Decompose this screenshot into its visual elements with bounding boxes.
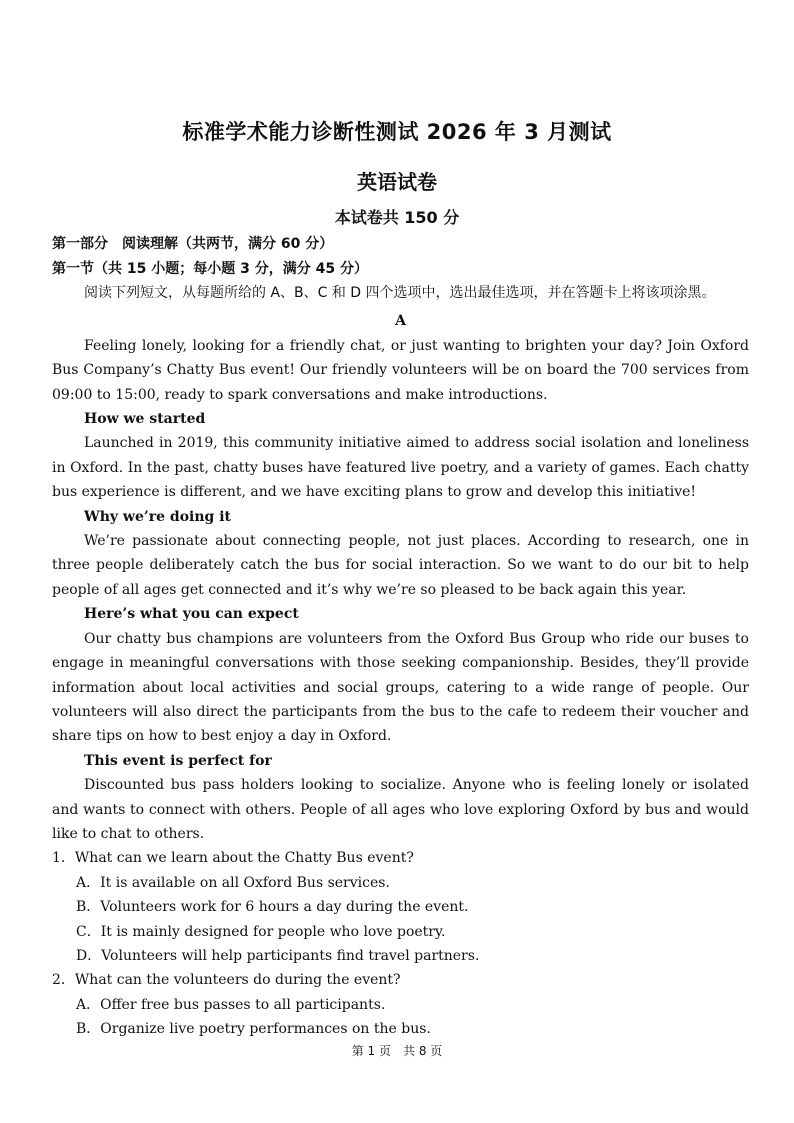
passage-label: A xyxy=(395,313,406,330)
document-body xyxy=(52,281,749,1042)
question-1-option-c: C．It is mainly designed for people who love poetry. xyxy=(76,923,446,940)
part-heading: 第一部分 阅读理解（共两节，满分 60 分） xyxy=(52,236,334,252)
question-1-stem: 1．What can we learn about the Chatty Bus event? xyxy=(52,850,414,867)
paragraph-perfect-for: Discounted bus pass holders looking to socialize. Anyone who is feeling lonely or isolated and wants to connect with others. People of all ages who love exploring Oxford by bus and would like to chat to others. xyxy=(52,777,749,842)
total-score: 本试卷共 150 分 xyxy=(334,208,460,227)
paragraph-expect: Our chatty bus champions are volunteers from the Oxford Bus Group who ride our buses to engage in meaningful conversations with those seeking companionship. Besides, they’ll provide information about local activities and social groups, catering to a wide range of people. Our volunteers will also direct the participants from the bus to the cafe to redeem their voucher and share tips on how to best enjoy a day in Oxford. xyxy=(52,630,749,745)
question-1-option-a: A．It is available on all Oxford Bus services. xyxy=(76,874,390,891)
question-1-option-d: D．Volunteers will help participants find travel partners. xyxy=(76,947,480,964)
question-2-option-a: A．Offer free bus passes to all participants. xyxy=(76,996,386,1013)
subheading-perfect-for: This event is perfect for xyxy=(84,752,272,769)
page-footer: 第 1 页 共 8 页 xyxy=(351,1044,443,1058)
subject-title: 英语试卷 xyxy=(357,170,437,194)
exam-title: 标准学术能力诊断性测试 2026 年 3 月测试 xyxy=(182,120,612,144)
subheading-expect: Here’s what you can expect xyxy=(84,606,299,623)
subheading-how-we-started: How we started xyxy=(84,411,206,428)
instruction-text: 阅读下列短文，从每题所给的 A、B、C 和 D 四个选项中，选出最佳选项，并在答题卡上将该项涂黑。 xyxy=(84,285,716,301)
question-2-stem: 2．What can the volunteers do during the event? xyxy=(52,972,401,989)
section-heading: 第一节（共 15 小题；每小题 3 分，满分 45 分） xyxy=(52,261,368,277)
subheading-why: Why we’re doing it xyxy=(84,508,231,525)
paragraph-why: We’re passionate about connecting people, not just places. According to research, one in three people deliberately catch the bus for social interaction. So we want to do our bit to help people of all ages get connected and it’s why we’re so pleased to be back again this year. xyxy=(52,533,749,598)
passage-intro: Feeling lonely, looking for a friendly chat, or just wanting to brighten your day? Join Oxford Bus Company’s Chatty Bus event! Our friendly volunteers will be on board the 700 services from 09:00 to 15:00, ready to spark conversations and make introductions. xyxy=(52,337,749,403)
question-1-option-b: B．Volunteers work for 6 hours a day during the event. xyxy=(76,899,469,916)
paragraph-how-we-started: Launched in 2019, this community initiative aimed to address social isolation and loneliness in Oxford. In the past, chatty buses have featured live poetry, and a variety of games. Each chatty bus experience is different, and we have exciting plans to grow and develop this initiative! xyxy=(52,435,749,501)
question-2-option-b: B．Organize live poetry performances on the bus. xyxy=(76,1021,431,1038)
